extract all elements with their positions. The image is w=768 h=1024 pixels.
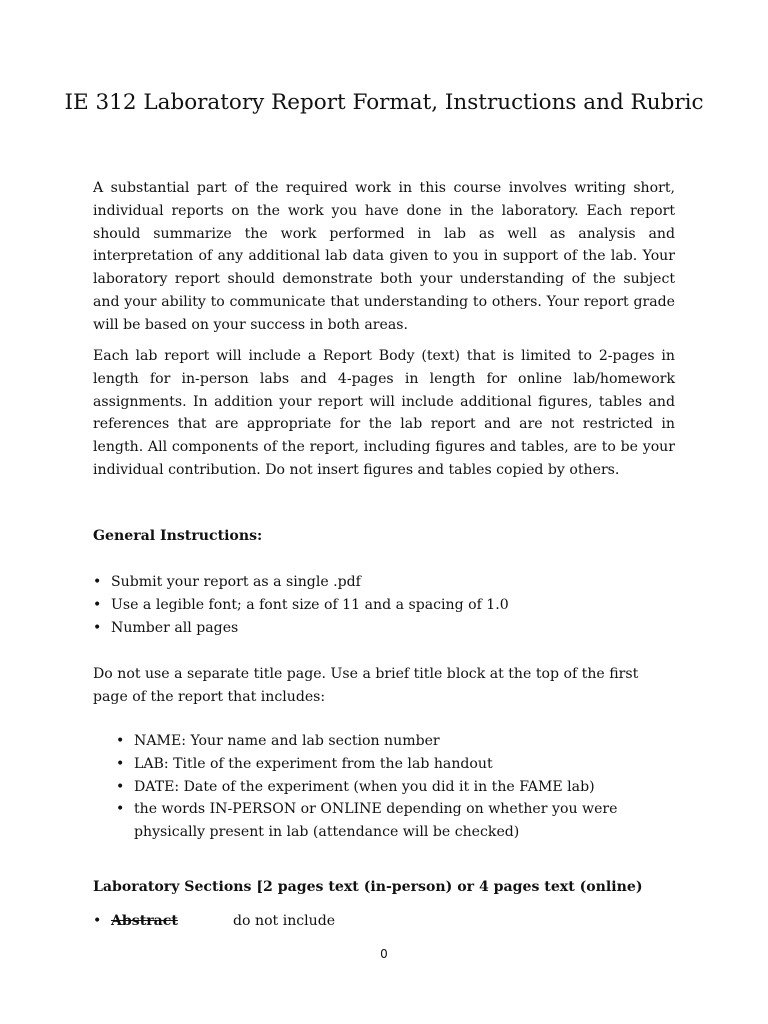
title-block-paragraph: Do not use a separate title page. Use a brief title block at the top of the first page of the report that includes: [93,666,639,705]
list-item: • Number all pages [93,617,653,640]
document-title: IE 312 Laboratory Report Format, Instructions and Rubric [64,90,704,115]
list-item: • DATE: Date of the experiment (when you did it in the FAME lab) [116,776,676,799]
list-item: • the words IN-PERSON or ONLINE depending on whether you were physically present in lab (attendance will be checked) [116,798,676,844]
section-description: do not include [233,913,336,929]
lab-section-item [93,910,335,933]
title-block-list [116,730,676,844]
general-instructions-heading: General Instructions: [93,528,263,544]
list-item: • LAB: Title of the experiment from the lab handout [116,753,676,776]
general-instructions-list [93,571,653,639]
list-item: • NAME: Your name and lab section number [116,730,676,753]
section-term: Abstract [111,913,178,929]
report-body-paragraph: Each lab report will include a Report Body (text) that is limited to 2-pages in length for in-person labs and 4-pages in length for online lab/homework assignments. In addition your report will include additional figures, tables and references that are appropriate for the lab report and are not restricted in length. All components of the report, including figures and tables, are to be your individual contribution. Do not insert figures and tables copied by others. [93,348,675,478]
lab-sections-heading: Laboratory Sections [2 pages text (in-person) or 4 pages text (online) [93,879,643,895]
list-item: • Submit your report as a single .pdf [93,571,653,594]
intro-paragraph: A substantial part of the required work in this course involves writing short, individual reports on the work you have done in the laboratory. Each report should summarize the work performed in lab as well as analysis and interpretation of any additional lab data given to you in support of the lab. Your laboratory report should demonstrate both your understanding of the subject and your ability to communicate that understanding to others. Your report grade will be based on your success in both areas. [93,180,675,333]
list-item: • Use a legible font; a font size of 11 and a spacing of 1.0 [93,594,653,617]
page-number: 0 [380,947,388,961]
bullet-icon: • [93,913,102,929]
